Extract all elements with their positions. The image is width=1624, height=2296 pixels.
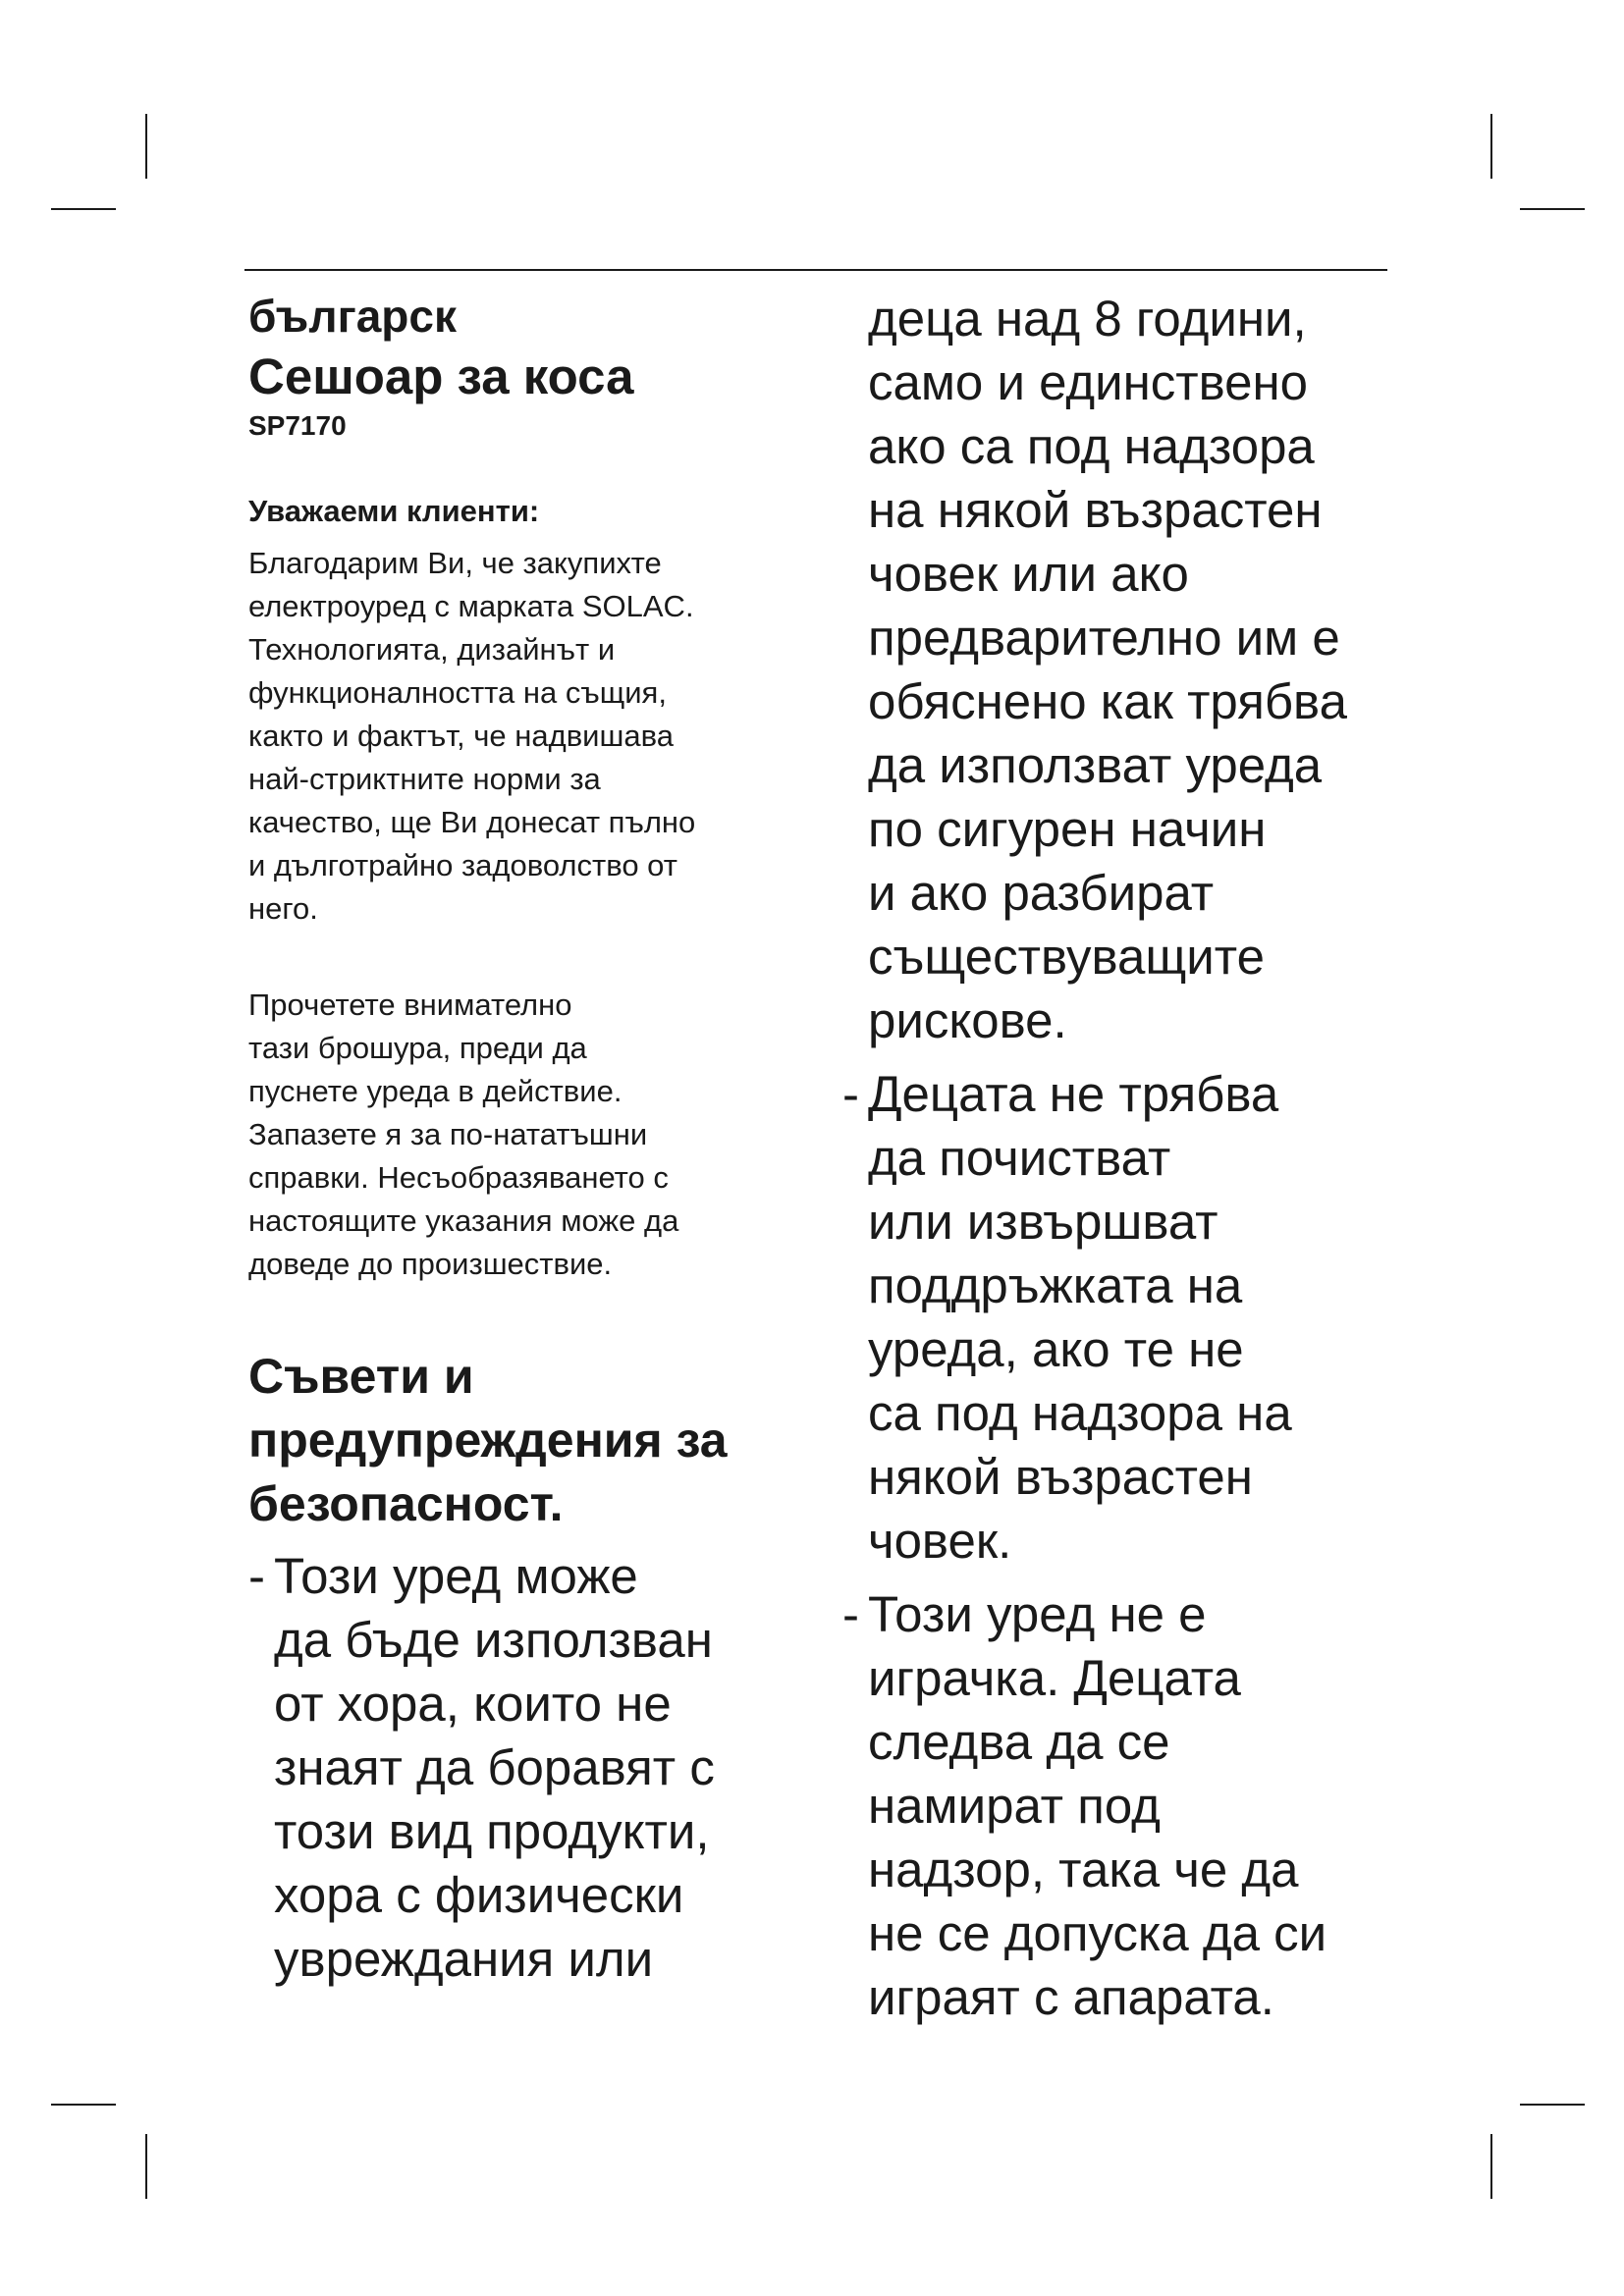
greeting: Уважаеми клиенти: (248, 494, 540, 528)
text-line: увреждания или (274, 1931, 654, 1987)
crop-mark-top-right-vertical (1490, 114, 1492, 179)
text-line: играят с апарата. (868, 1969, 1274, 2025)
text-line: играчка. Децата (868, 1650, 1241, 1706)
text-line: поддръжката на (868, 1257, 1243, 1313)
text-line: не се допуска да си (868, 1905, 1327, 1961)
bullet-dash: - (842, 1066, 859, 1122)
page-title: Сешоар за коса (248, 348, 634, 404)
text-line: предварително им е (868, 610, 1340, 666)
text-line: на някой възрастен (868, 482, 1323, 538)
safety-heading (248, 1345, 798, 1536)
text-line: Този уред може (274, 1548, 638, 1604)
safety-item-2 (842, 1062, 1392, 1573)
text-line: както и фактът, че надвишава (248, 719, 674, 753)
text-line: качество, ще Ви донесат пълно (248, 805, 696, 839)
text-line: пуснете уреда в действие. (248, 1074, 623, 1108)
heading-line: Съвети и (248, 1349, 474, 1404)
text-line: уреда, ако те не (868, 1321, 1244, 1377)
crop-mark-bottom-left-vertical (145, 2134, 147, 2199)
text-line: или извършват (868, 1194, 1218, 1250)
crop-mark-top-left-horizontal (51, 208, 116, 210)
crop-mark-top-left-vertical (145, 114, 147, 179)
bullet-dash: - (842, 1586, 859, 1642)
right-column (842, 287, 1392, 2029)
crop-mark-bottom-left-horizontal (51, 2104, 116, 2106)
text-line: съществуващите (868, 929, 1265, 985)
text-line: да използват уреда (868, 737, 1323, 793)
text-line: Запазете я за по-нататъшни (248, 1117, 648, 1151)
text-line: намират под (868, 1778, 1161, 1834)
text-line: настоящите указания може да (248, 1203, 679, 1238)
text-line: Децата не трябва (868, 1066, 1279, 1122)
text-line: Технологията, дизайнът и (248, 632, 616, 667)
text-line: и дълготрайно задоволство от (248, 848, 677, 882)
text-line: са под надзора на (868, 1385, 1292, 1441)
text-line: деца над 8 години, (868, 291, 1307, 347)
heading-line: предупреждения за (248, 1413, 728, 1468)
text-line: доведе до произшествие. (248, 1247, 613, 1281)
text-line: надзор, така че да (868, 1842, 1299, 1897)
text-line: Благодарим Ви, че закупихте (248, 546, 662, 580)
text-line: да почистват (868, 1130, 1171, 1186)
text-line: справки. Несъобразяването с (248, 1160, 669, 1195)
text-line: функционалността на същия, (248, 675, 667, 710)
text-line: човек. (868, 1513, 1012, 1569)
text-line: обяснено как трябва (868, 673, 1347, 729)
text-line: ако са под надзора (868, 418, 1315, 474)
text-line: от хора, които не (274, 1676, 672, 1732)
top-rule (244, 269, 1387, 271)
left-column (248, 287, 798, 1991)
heading-line: безопасност. (248, 1476, 564, 1531)
text-line: рискове. (868, 992, 1067, 1048)
text-line: този вид продукти, (274, 1803, 710, 1859)
text-line: хора с физически (274, 1867, 684, 1923)
text-line: само и единствено (868, 354, 1309, 410)
text-line: него. (248, 891, 318, 926)
crop-mark-top-right-horizontal (1520, 208, 1585, 210)
safety-item-1-continued (842, 287, 1392, 1052)
language-label: българск (248, 291, 458, 342)
safety-item-1 (248, 1544, 798, 1991)
text-line: Този уред не е (868, 1586, 1207, 1642)
text-line: електроуред с марката SOLAC. (248, 589, 694, 623)
text-line: по сигурен начин (868, 801, 1267, 857)
text-line: следва да се (868, 1714, 1170, 1770)
text-line: някой възрастен (868, 1449, 1253, 1505)
intro-paragraph-1 (248, 542, 798, 931)
bullet-dash: - (248, 1548, 265, 1604)
model-number: SP7170 (248, 410, 347, 441)
text-line: най-стриктните норми за (248, 762, 601, 796)
text-line: да бъде използван (274, 1612, 713, 1668)
text-line: знаят да боравят с (274, 1739, 715, 1795)
crop-mark-bottom-right-horizontal (1520, 2104, 1585, 2106)
text-line: човек или ако (868, 546, 1189, 602)
text-line: Прочетете внимателно (248, 988, 572, 1022)
safety-item-3 (842, 1582, 1392, 2029)
crop-mark-bottom-right-vertical (1490, 2134, 1492, 2199)
intro-paragraph-2 (248, 984, 798, 1286)
text-line: тази брошура, преди да (248, 1031, 587, 1065)
text-line: и ако разбират (868, 865, 1215, 921)
